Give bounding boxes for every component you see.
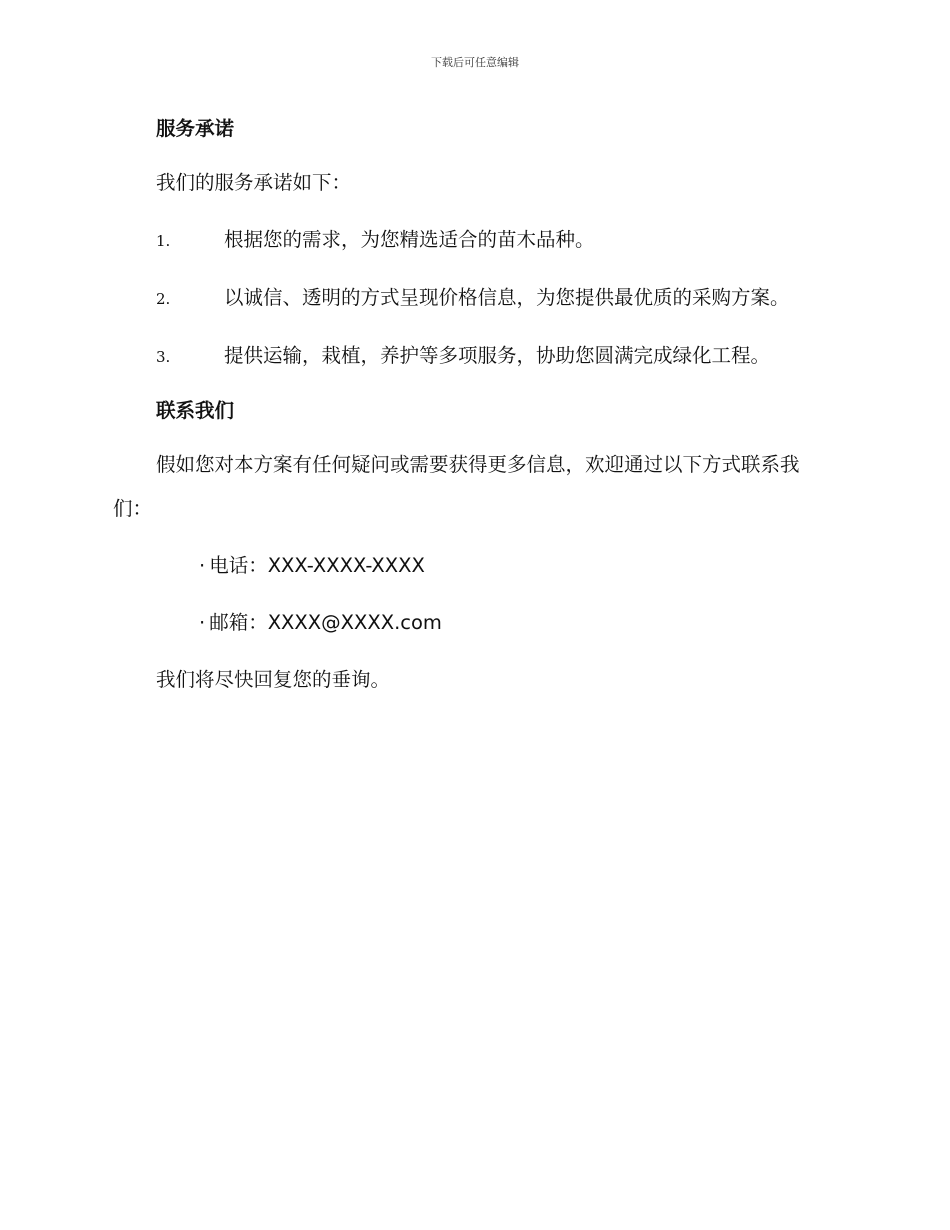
list-item (113, 334, 833, 379)
closing-text: 我们将尽快回复您的垂询。 (156, 668, 391, 691)
list-item (113, 276, 833, 321)
list-item-text: 根据您的需求，为您精选适合的苗木品种。 (224, 228, 595, 251)
contact-email (113, 601, 833, 645)
list-item-text: 以诚信、透明的方式呈现价格信息，为您提供最优质的采购方案。 (224, 286, 790, 309)
list-item-number: 1. (156, 232, 171, 250)
contact-intro: 假如您对本方案有任何疑问或需要获得更多信息，欢迎通过以下方式联系我们： (113, 453, 800, 520)
contact-phone (113, 544, 833, 588)
service-heading: 服务承诺 (156, 117, 235, 140)
bullet-icon: · (199, 554, 206, 577)
list-item-text: 提供运输，栽植，养护等多项服务，协助您圆满完成绿化工程。 (224, 344, 771, 367)
list-item (113, 218, 833, 263)
bullet-icon: · (199, 611, 206, 634)
list-item-number: 2. (156, 290, 171, 308)
header-note: 下载后可任意编辑 (431, 56, 519, 69)
list-item-number: 3. (156, 348, 171, 366)
email-text: 邮箱：XXXX@XXXX.com (209, 611, 442, 634)
contact-heading: 联系我们 (156, 399, 235, 422)
document-content (113, 110, 833, 715)
phone-text: 电话：XXX-XXXX-XXXX (209, 554, 425, 577)
service-intro: 我们的服务承诺如下： (156, 171, 352, 194)
